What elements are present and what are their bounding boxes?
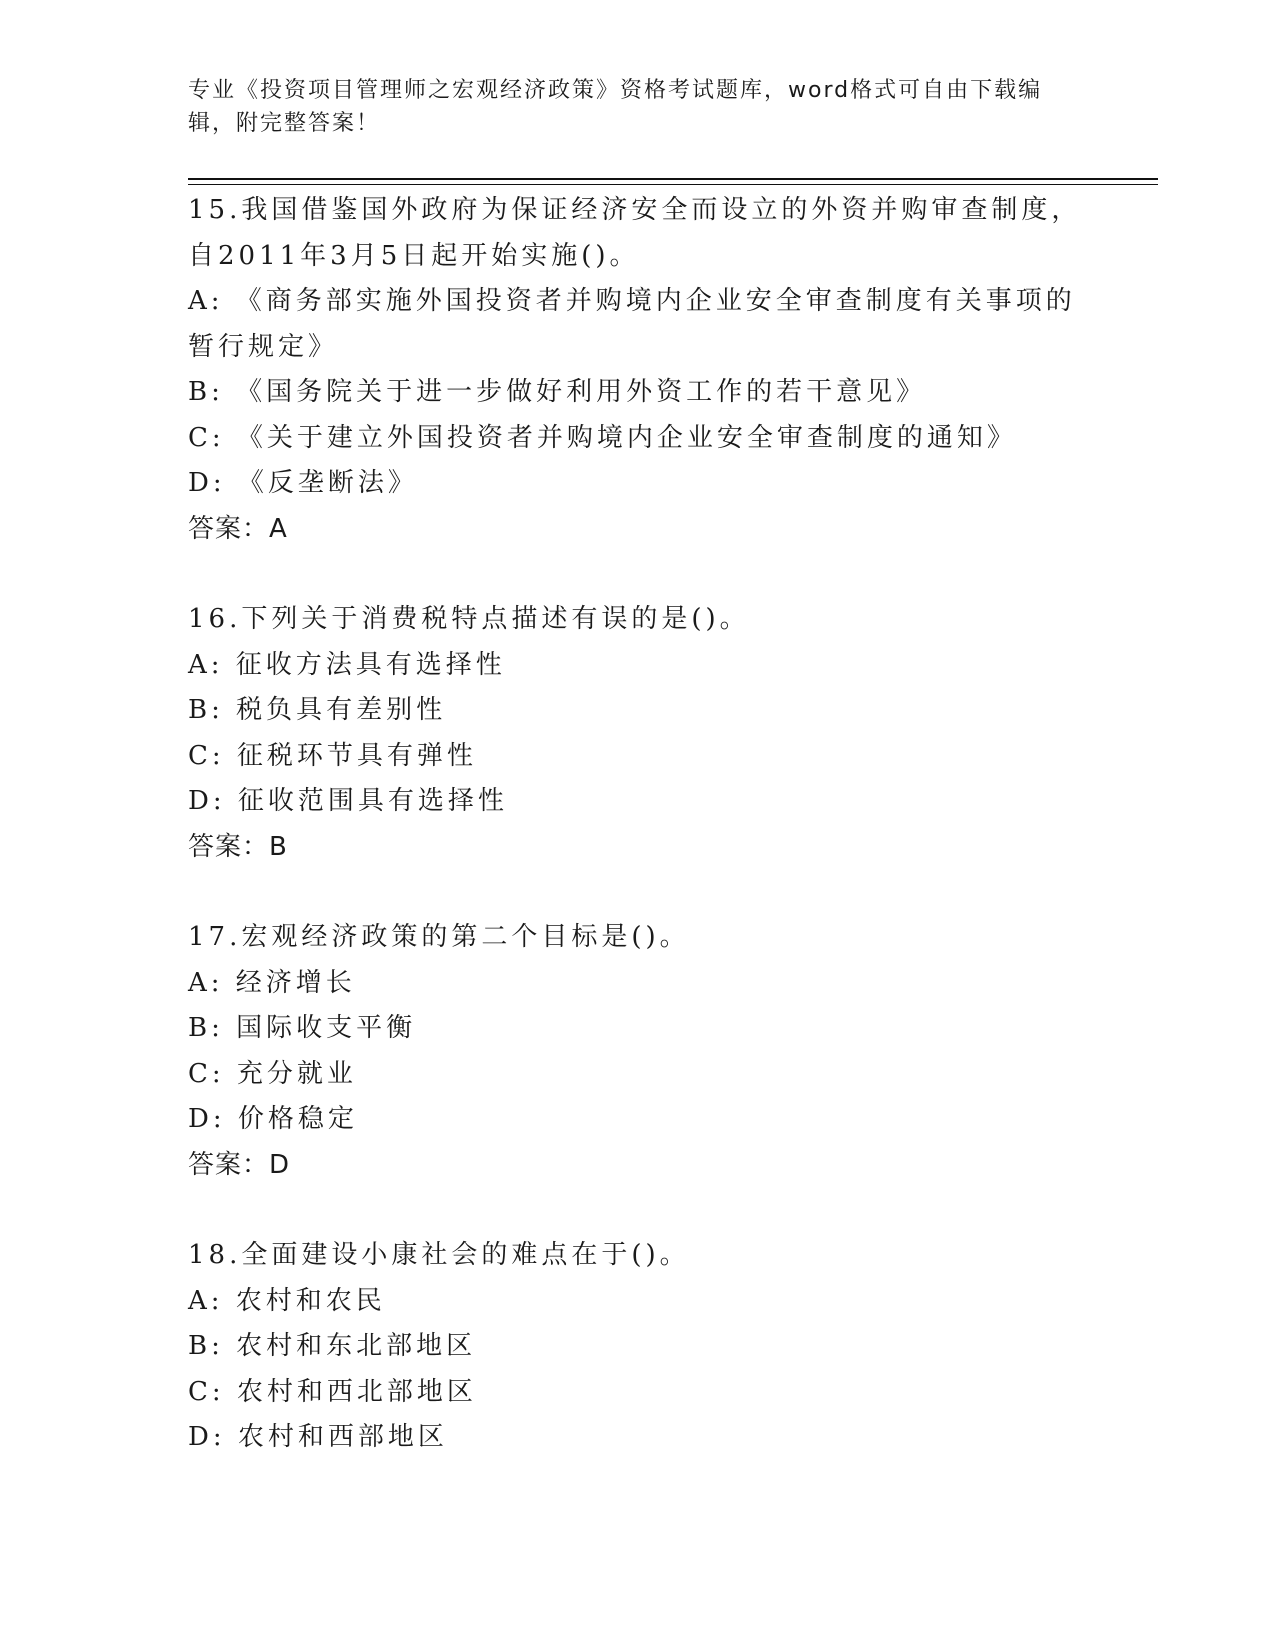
option-b: B: 税负具有差别性: [188, 695, 447, 725]
option-a: A: 《商务部实施外国投资者并购境内企业安全审查制度有关事项的暂行规定》: [188, 286, 1076, 362]
question-16: [188, 597, 1088, 870]
option-c: C: 征税环节具有弹性: [188, 740, 477, 771]
option-b: B: 农村和东北部地区: [188, 1331, 477, 1361]
question-17: [188, 915, 1088, 1188]
answer-label: 答案：D: [188, 1149, 291, 1180]
option-b: B: 《国务院关于进一步做好利用外资工作的若干意见》: [188, 377, 927, 407]
option-d: D: 《反垄断法》: [188, 468, 418, 498]
header-rule-thick: [188, 178, 1158, 180]
option-c: C: 农村和西北部地区: [188, 1376, 477, 1407]
answer-label: 答案：A: [188, 513, 288, 544]
option-a: A: 征收方法具有选择性: [188, 649, 506, 680]
question-stem: 17.宏观经济政策的第二个目标是()。: [188, 922, 690, 952]
question-stem: 16.下列关于消费税特点描述有误的是()。: [188, 604, 750, 634]
question-stem: 15.我国借鉴国外政府为保证经济安全而设立的外资并购审查制度，自2011年3月5日起开始实施()。: [188, 195, 1082, 271]
option-d: D: 价格稳定: [188, 1104, 358, 1134]
option-c: C: 充分就业: [188, 1058, 357, 1089]
option-a: A: 经济增长: [188, 967, 356, 998]
header-rule-thin: [188, 184, 1158, 185]
option-c: C: 《关于建立外国投资者并购境内企业安全审查制度的通知》: [188, 422, 1017, 453]
question-list: [188, 188, 1088, 1506]
option-b: B: 国际收支平衡: [188, 1013, 417, 1043]
option-d: D: 农村和西部地区: [188, 1422, 448, 1452]
answer-label: 答案：B: [188, 831, 288, 862]
document-header: 专业《投资项目管理师之宏观经济政策》资格考试题库，word格式可自由下载编辑，附完整答案！: [188, 78, 1043, 136]
question-18: [188, 1233, 1088, 1461]
question-stem: 18.全面建设小康社会的难点在于()。: [188, 1240, 690, 1270]
option-d: D: 征收范围具有选择性: [188, 786, 508, 816]
option-a: A: 农村和农民: [188, 1285, 386, 1316]
question-15: [188, 188, 1088, 552]
